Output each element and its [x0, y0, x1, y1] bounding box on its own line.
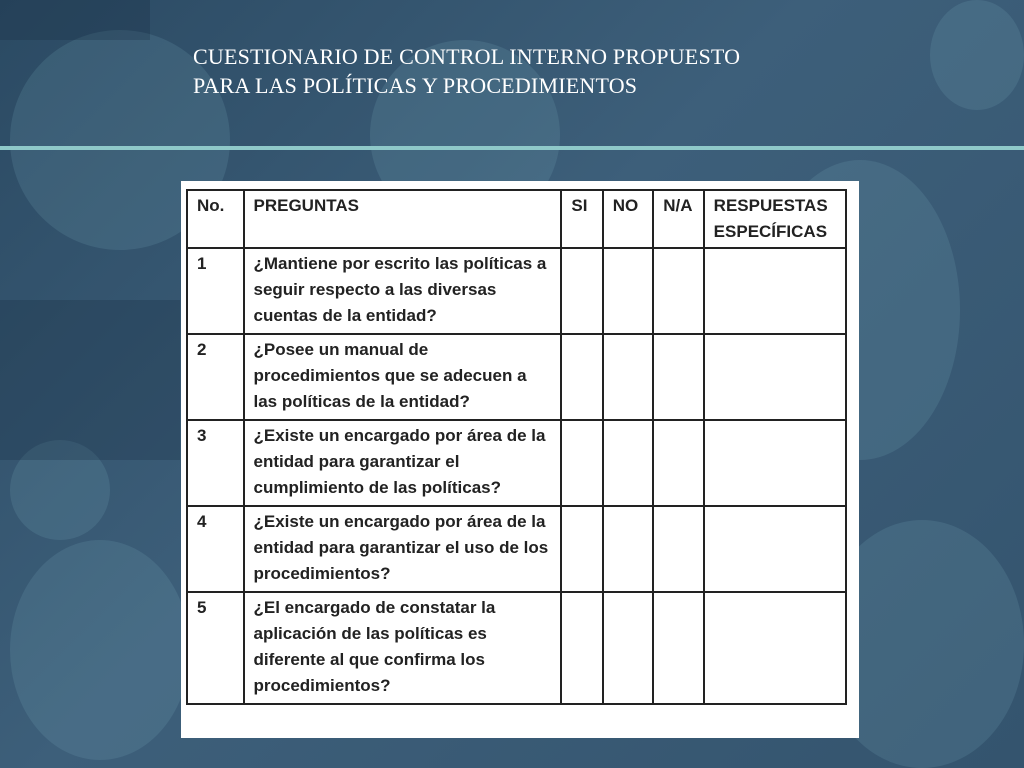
row-number: 4	[187, 506, 244, 592]
slide-title	[193, 42, 740, 100]
answer-si-cell	[561, 420, 602, 506]
answer-na-cell	[653, 248, 703, 334]
row-number: 5	[187, 592, 244, 704]
row-number: 3	[187, 420, 244, 506]
table-row	[187, 420, 846, 506]
table-row	[187, 248, 846, 334]
specific-answer-cell	[704, 506, 846, 592]
slide-title-line-1: CUESTIONARIO DE CONTROL INTERNO PROPUESTO	[193, 44, 741, 69]
answer-si-cell	[561, 592, 602, 704]
specific-answer-cell	[704, 334, 846, 420]
answer-no-cell	[603, 420, 653, 506]
questionnaire-sheet	[181, 181, 859, 738]
answer-na-cell	[653, 592, 703, 704]
question-text: ¿El encargado de constatar la aplicación de las políticas es diferente al que confirma los procedimientos?	[244, 592, 562, 704]
header-preguntas: PREGUNTAS	[244, 190, 562, 248]
header-no: No.	[187, 190, 244, 248]
answer-si-cell	[561, 334, 602, 420]
header-na: N/A	[653, 190, 703, 248]
question-text: ¿Existe un encargado por área de la entidad para garantizar el cumplimiento de las políticas?	[244, 420, 562, 506]
table-row	[187, 592, 846, 704]
question-text: ¿Mantiene por escrito las políticas a seguir respecto a las diversas cuentas de la entidad?	[244, 248, 562, 334]
question-text: ¿Posee un manual de procedimientos que se adecuen a las políticas de la entidad?	[244, 334, 562, 420]
header-si: SI	[561, 190, 602, 248]
answer-si-cell	[561, 506, 602, 592]
slide-title-line-2: PARA LAS POLÍTICAS Y PROCEDIMIENTOS	[193, 73, 638, 98]
answer-na-cell	[653, 334, 703, 420]
row-number: 2	[187, 334, 244, 420]
header-respuestas: RESPUESTAS ESPECÍFICAS	[704, 190, 846, 248]
title-divider	[0, 146, 1024, 150]
specific-answer-cell	[704, 420, 846, 506]
answer-no-cell	[603, 334, 653, 420]
answer-no-cell	[603, 506, 653, 592]
question-text: ¿Existe un encargado por área de la entidad para garantizar el uso de los procedimientos?	[244, 506, 562, 592]
table-row	[187, 334, 846, 420]
questionnaire-table	[186, 189, 847, 705]
specific-answer-cell	[704, 248, 846, 334]
header-no-answer: NO	[603, 190, 653, 248]
table-row	[187, 506, 846, 592]
answer-na-cell	[653, 506, 703, 592]
row-number: 1	[187, 248, 244, 334]
answer-no-cell	[603, 248, 653, 334]
specific-answer-cell	[704, 592, 846, 704]
table-header-row	[187, 190, 846, 248]
answer-na-cell	[653, 420, 703, 506]
answer-si-cell	[561, 248, 602, 334]
answer-no-cell	[603, 592, 653, 704]
